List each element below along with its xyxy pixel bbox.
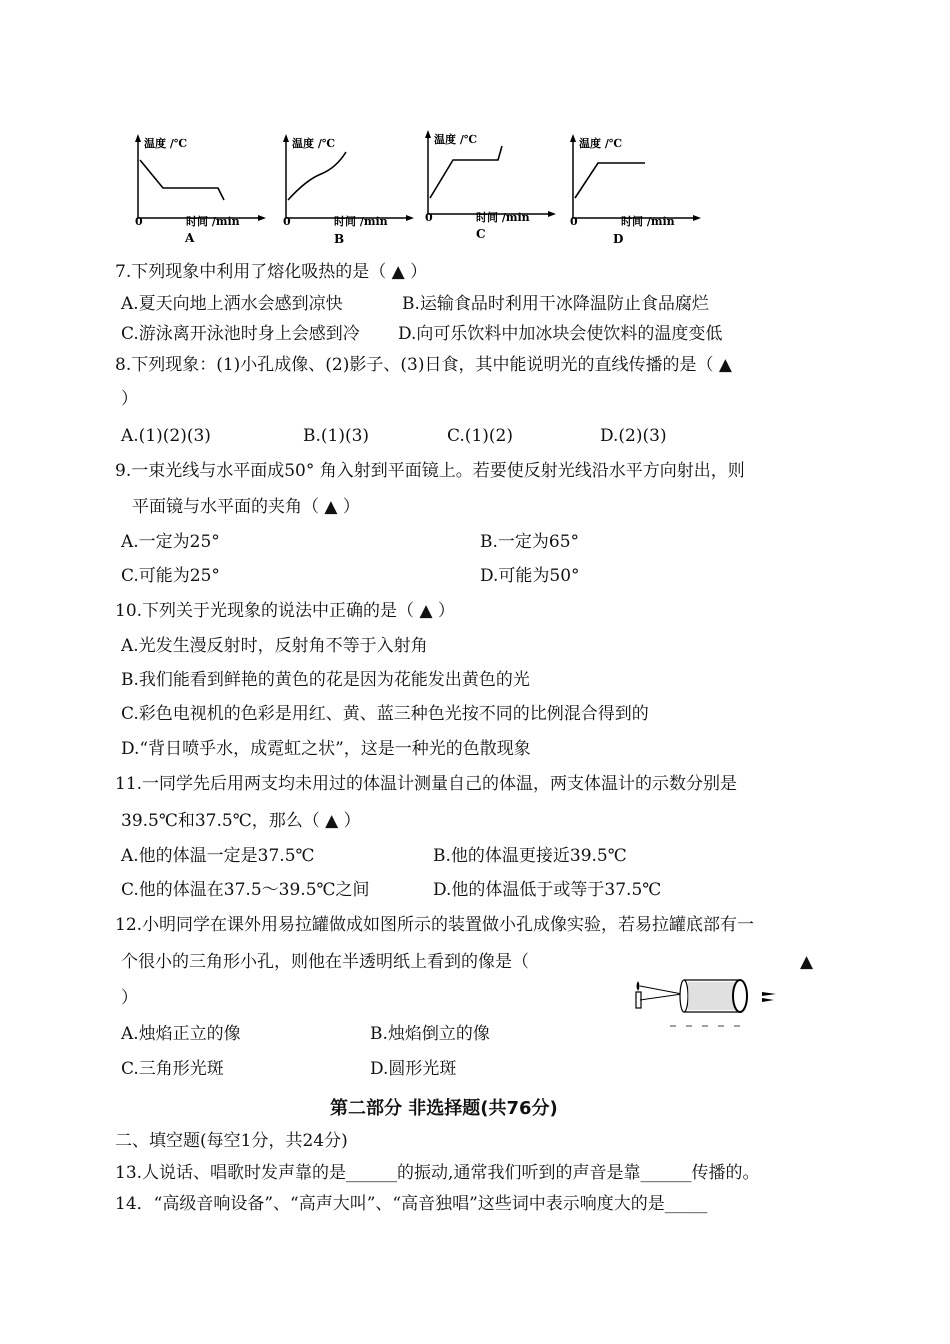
q11-option-c: C.他的体温在37.5～39.5℃之间 (121, 880, 370, 900)
q12-stem-cont: 个很小的三角形小孔，则他在半透明纸上看到的像是（ (121, 952, 529, 972)
q9-stem: 9.一束光线与水平面成50° 角入射到平面镜上。若要使反射光线沿水平方向射出，则 (115, 461, 745, 481)
q10-option-d: D.“背日喷乎水，成霓虹之状”，这是一种光的色散现象 (121, 739, 531, 759)
graph-b (276, 132, 416, 247)
graph-a-origin: 0 (135, 215, 143, 228)
graph-a-curve (140, 160, 224, 200)
q8-option-b: B.(1)(3) (303, 426, 370, 446)
q7-stem: 7.下列现象中利用了熔化吸热的是（ ▲ ） (115, 262, 428, 282)
graph-b-curve (288, 152, 346, 200)
part2-title: 第二部分 非选择题(共76分) (330, 1098, 558, 1119)
q12-option-d: D.圆形光斑 (370, 1059, 457, 1079)
part2-section-heading: 二、填空题(每空1分，共24分) (115, 1131, 348, 1151)
graph-c (418, 128, 558, 243)
graph-d-curve (575, 163, 645, 198)
q9-option-b: B.一定为65° (480, 532, 580, 552)
q11-option-a: A.他的体温一定是37.5℃ (121, 846, 315, 866)
graph-c-curve (430, 146, 502, 198)
q9-option-d: D.可能为50° (480, 566, 580, 586)
q11-stem-cont: 39.5℃和37.5℃，那么（ ▲ ） (121, 811, 361, 831)
q13-text: 13.人说话、唱歌时发声靠的是______的振动,通常我们听到的声音是靠______传播的。 (115, 1163, 760, 1183)
graph-c-xlabel: 时间 /min (476, 211, 530, 224)
q8-option-d: D.(2)(3) (600, 426, 667, 446)
q8-stem: 8.下列现象：(1)小孔成像、(2)影子、(3)日食，其中能说明光的直线传播的是（ ▲ (115, 355, 732, 375)
graph-a-ylabel: 温度 /℃ (144, 137, 188, 150)
q9-stem-cont: 平面镜与水平面的夹角（ ▲ ） (132, 497, 360, 517)
q11-stem: 11.一同学先后用两支均未用过的体温计测量自己的体温，两支体温计的示数分别是 (115, 774, 738, 794)
q12-option-a: A.烛焰正立的像 (121, 1024, 241, 1044)
q12-answer-mark: ▲ (800, 952, 814, 972)
graph-c-letter: C (476, 227, 486, 241)
q12-option-b: B.烛焰倒立的像 (370, 1024, 490, 1044)
graph-c-origin: 0 (425, 211, 433, 224)
graph-c-ylabel: 温度 /℃ (434, 133, 478, 146)
graph-d-origin: 0 (570, 215, 578, 228)
graph-a (128, 132, 268, 247)
q12-stem: 12.小明同学在课外用易拉罐做成如图所示的装置做小孔成像实验，若易拉罐底部有一 (115, 915, 755, 935)
graph-b-ylabel: 温度 /℃ (292, 137, 336, 150)
q9-option-a: A.一定为25° (121, 532, 220, 552)
graph-d-ylabel: 温度 /℃ (579, 137, 623, 150)
graph-d (563, 132, 703, 247)
q7-option-d: D.向可乐饮料中加冰块会使饮料的温度变低 (398, 324, 723, 344)
pinhole-camera-figure (630, 968, 790, 1028)
graph-d-letter: D (613, 232, 624, 246)
q10-option-c: C.彩色电视机的色彩是用红、黄、蓝三种色光按不同的比例混合得到的 (121, 704, 649, 724)
graph-b-letter: B (334, 232, 345, 246)
q7-option-b: B.运输食品时利用干冰降温防止食品腐烂 (402, 294, 709, 314)
q12-close-paren: ） (121, 988, 138, 1008)
q9-option-c: C.可能为25° (121, 566, 220, 586)
q8-stem-cont: ） (121, 389, 138, 409)
graph-d-xlabel: 时间 /min (621, 215, 675, 228)
graph-a-letter: A (185, 231, 195, 245)
q12-option-c: C.三角形光斑 (121, 1059, 224, 1079)
graph-a-xlabel: 时间 /min (186, 215, 240, 228)
q10-option-b: B.我们能看到鲜艳的黄色的花是因为花能发出黄色的光 (121, 670, 530, 690)
q10-stem: 10.下列关于光现象的说法中正确的是（ ▲ ） (115, 601, 455, 621)
graph-b-xlabel: 时间 /min (334, 215, 388, 228)
graph-b-origin: 0 (283, 215, 291, 228)
q7-option-c: C.游泳离开泳池时身上会感到冷 (121, 324, 360, 344)
q7-option-a: A.夏天向地上洒水会感到凉快 (121, 294, 343, 314)
q14-text: 14．“高级音响设备”、“高声大叫”、“高音独唱”这些词中表示响度大的是_____ (115, 1194, 708, 1214)
q11-option-d: D.他的体温低于或等于37.5℃ (433, 880, 662, 900)
q8-option-c: C.(1)(2) (447, 426, 513, 446)
q11-option-b: B.他的体温更接近39.5℃ (433, 846, 627, 866)
q10-option-a: A.光发生漫反射时，反射角不等于入射角 (121, 636, 428, 656)
q8-option-a: A.(1)(2)(3) (121, 426, 211, 446)
